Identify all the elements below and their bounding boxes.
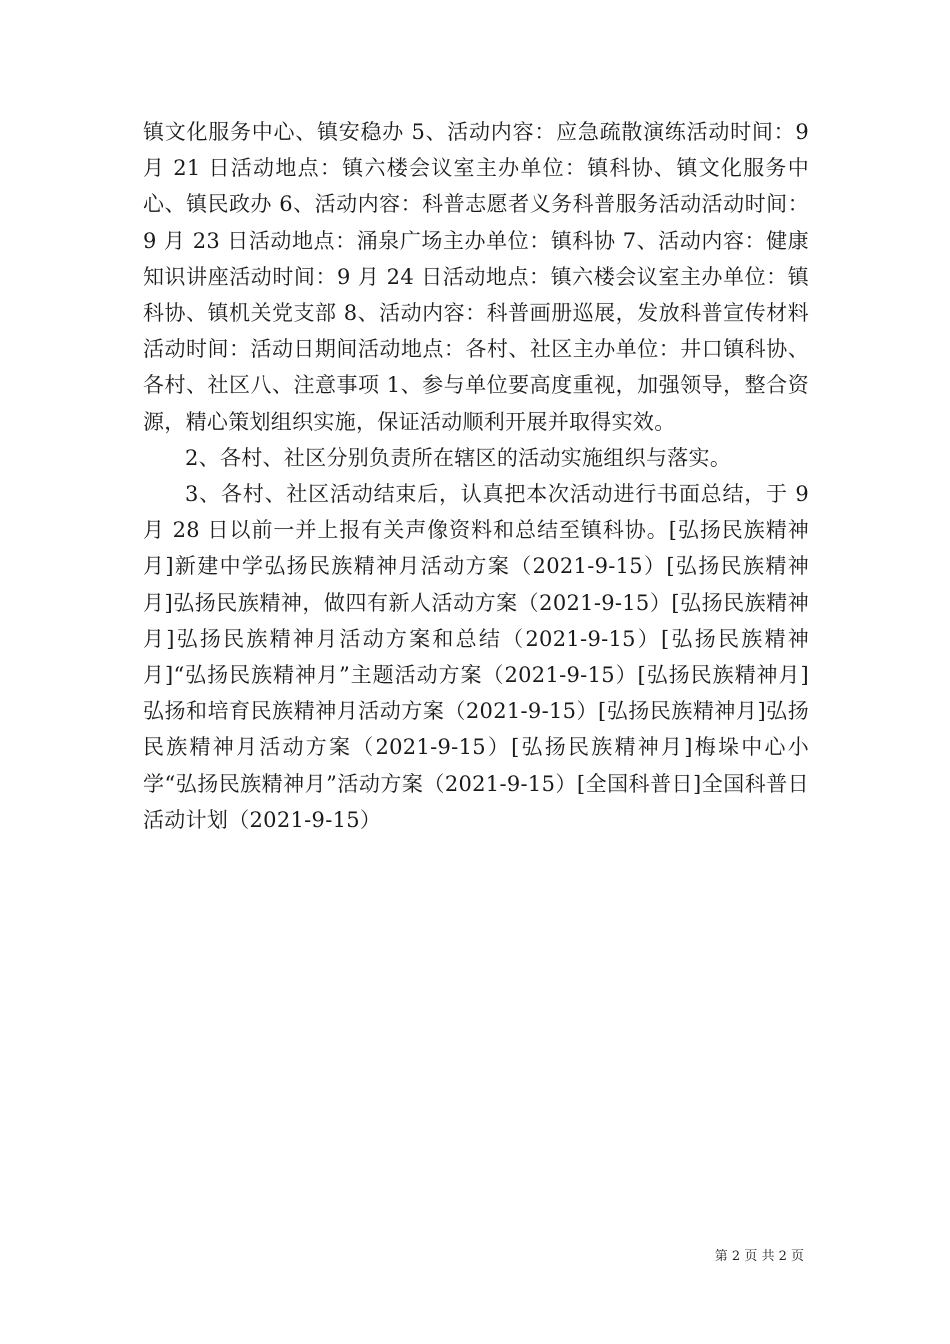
document-body <box>143 114 809 838</box>
paragraph-item-2: 2、各村、社区分别负责所在辖区的活动实施组织与落实。 <box>185 445 732 470</box>
paragraph-item-3: 3、各村、社区活动结束后，认真把本次活动进行书面总结，于 9 月 28 日以前一并上报有关声像资料和总结至镇科协。[弘扬民族精神月]新建中学弘扬民族精神月活动方案（2021-9-15）[弘扬民族精神月]弘扬民族精神，做四有新人活动方案（2021-9-15）[弘扬民族精神月]弘扬民族精神月活动方案和总结（2021-9-15）[弘扬民族精神月]“弘扬民族精神月”主题活动方案（2021-9-15）[弘扬民族精神月]弘扬和培育民族精神月活动方案（2021-9-15）[弘扬民族精神月]弘扬民族精神月活动方案（2021-9-15）[弘扬民族精神月]梅垛中心小学“弘扬民族精神月”活动方案（2021-9-15）[全国科普日]全国科普日活动计划（2021-9-15） <box>143 482 809 832</box>
page-number: 第 2 页 共 2 页 <box>714 1249 804 1264</box>
paragraph-continuation: 镇文化服务中心、镇安稳办 5、活动内容：应急疏散演练活动时间：9 月 21 日活动地点：镇六楼会议室主办单位：镇科协、镇文化服务中心、镇民政办 6、活动内容：科普志愿者义务科普服务活动活动时间：9 月 23 日活动地点：涌泉广场主办单位：镇科协 7、活动内容：健康知识讲座活动时间：9 月 24 日活动地点：镇六楼会议室主办单位：镇科协、镇机关党支部 8、活动内容：科普画册巡展，发放科普宣传材料活动时间：活动日期间活动地点：各村、社区主办单位：井口镇科协、各村、社区八、注意事项 1、参与单位要高度重视，加强领导，整合资源，精心策划组织实施，保证活动顺利开展并取得实效。 <box>143 120 809 434</box>
